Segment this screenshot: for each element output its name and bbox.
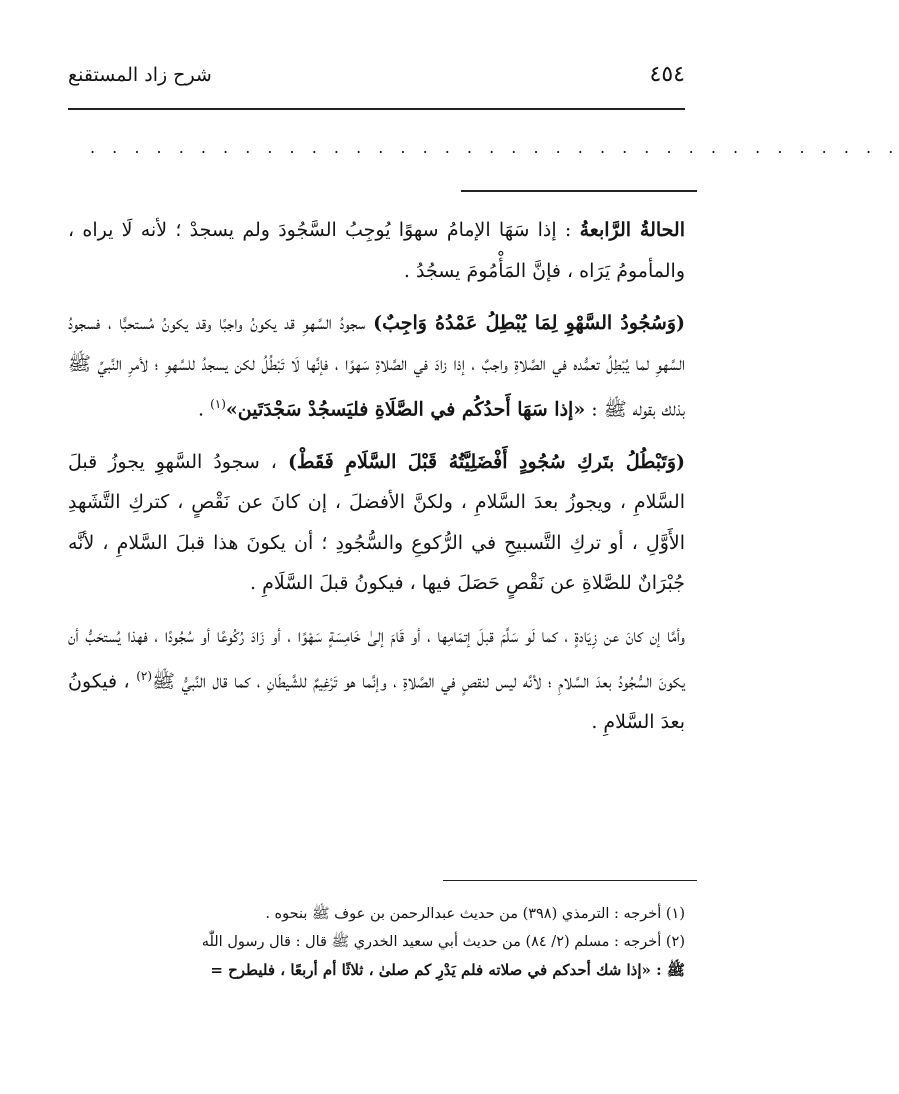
main-text [68, 210, 685, 755]
paragraph-before-salam [68, 442, 685, 604]
book-title: شرح زاد المستقنع [68, 64, 212, 86]
footnote-2: (٢) أخرجه : مسلم (٢/ ٨٤) من حديث أبي سعيد الخدري ﷺ قال : قال رسول اللّٰه [201, 934, 685, 950]
paragraph-end: ، فيكونُ بعدَ السَّلامِ . [68, 670, 685, 734]
ellipsis-separator: . . . . . . . . . . . . . . . . . . . . . . . . . . . . . . . . . . . . . [90, 138, 899, 157]
matn-quote: (وَتَبْطُلُ بتَركِ سُجُودٍ أَفْضَلِيَّتُهُ قَبْلَ السَّلَامِ فَقَطْ) [287, 450, 685, 473]
paragraph-text: وأمَّا إن كانَ عن زِيَادةٍ ، كما لَو سَلَّمَ قبلَ إتمَامِها ، أو قَامَ إلىٰ خَامِسَةٍ سَهْوًا ، أو زَادَ رُكُوعًا أو سُجُودًا ، فهذا يُستحَبُّ أن يكونَ السُّجُودُ بعدَ السَّلامِ ؛ لأنَّه ليس لنقصٍ في الصَّلاةِ ، وإنَّما هو تَرْغِيمٌ للشَّيطَانِ ، كما قال النَّبيُّ ﷺ [68, 624, 685, 693]
footnote-rule [443, 880, 697, 881]
paragraph-sujud-wajib [68, 303, 685, 430]
header-rule [68, 108, 685, 110]
footnote-1: (١) أخرجه : الترمذي (٣٩٨) من حديث عبدالرحمن بن عوف ﷺ بنحوه . [265, 906, 685, 922]
paragraph-end: . [197, 398, 205, 421]
case-heading: الحالةُ الرَّابعةُ [579, 219, 685, 241]
paragraph-case-four [68, 210, 685, 291]
paragraph-text: ، سجودُ السَّهوِ يجوزُ قبلَ السَّلامِ ، ويجوزُ بعدَ السَّلامِ ، ولكنَّ الأفضلَ ، إن كانَ عن نَقْصٍ ، كتركِ التَّشَهدِ الأَوَّلِ ، أو تركِ التَّسبيحِ في الرُّكوعِ والسُّجُودِ ؛ أن يكونَ هذا قبلَ السَّلامِ ، لأنَّه جُبْرَانٌ للصَّلاةِ عن نَقْصٍ حَصَلَ فيها ، فيكونُ قبلَ السَّلَامِ . [68, 450, 685, 595]
paragraph-text: : إذا سَهَا الإمامُ سهوًا يُوجِبُ السَّجُودَ ولم يسجدْ ؛ لأنه لَا يراه ، والمأمومُ يَرَاه ، فإنَّ المَأْمُومَ يسجُدُ . [68, 219, 685, 282]
paragraph-after-salam [68, 616, 685, 743]
footnote-2-continued: ﷺ : «إذا شك أحدكم في صلاته فلم يَدْرِ كم صلىٰ ، ثلاثًا أم أربعًا ، فليطرح = [210, 961, 685, 979]
page-number: ٤٥٤ [649, 62, 685, 87]
paragraph-text: سجودُ السَّهوِ قد يكونُ واجبًا وقد يكونُ مُستحبًّا ، فسجودُ السَّهوِ لما يُبْطِلُ تعمُّده في الصَّلاةِ واجبٌ ، إذا زادَ في الصَّلاةِ سَهوًا ، فإنَّها لَا تَبْطُلُ لكن يسجدُ للسَّهوِ ؛ لأمرِ النَّبيِّ ﷺ بذلك بقوله ﷺ : [68, 312, 685, 421]
footnote-ref: (٢) [136, 669, 153, 684]
footnote-ref: (١) [210, 397, 226, 411]
hadith-quote: «إذا سَهَا أَحدُكُم في الصَّلَاةِ فليَسجُدْ سَجْدَتَين» [225, 398, 586, 421]
section-rule [461, 190, 697, 192]
footnotes [68, 900, 685, 984]
page-header [68, 62, 685, 102]
matn-quote: (وَسُجُودُ السَّهْوِ لِمَا يُبْطِلُ عَمْدُهُ وَاجِبٌ) [373, 312, 685, 334]
